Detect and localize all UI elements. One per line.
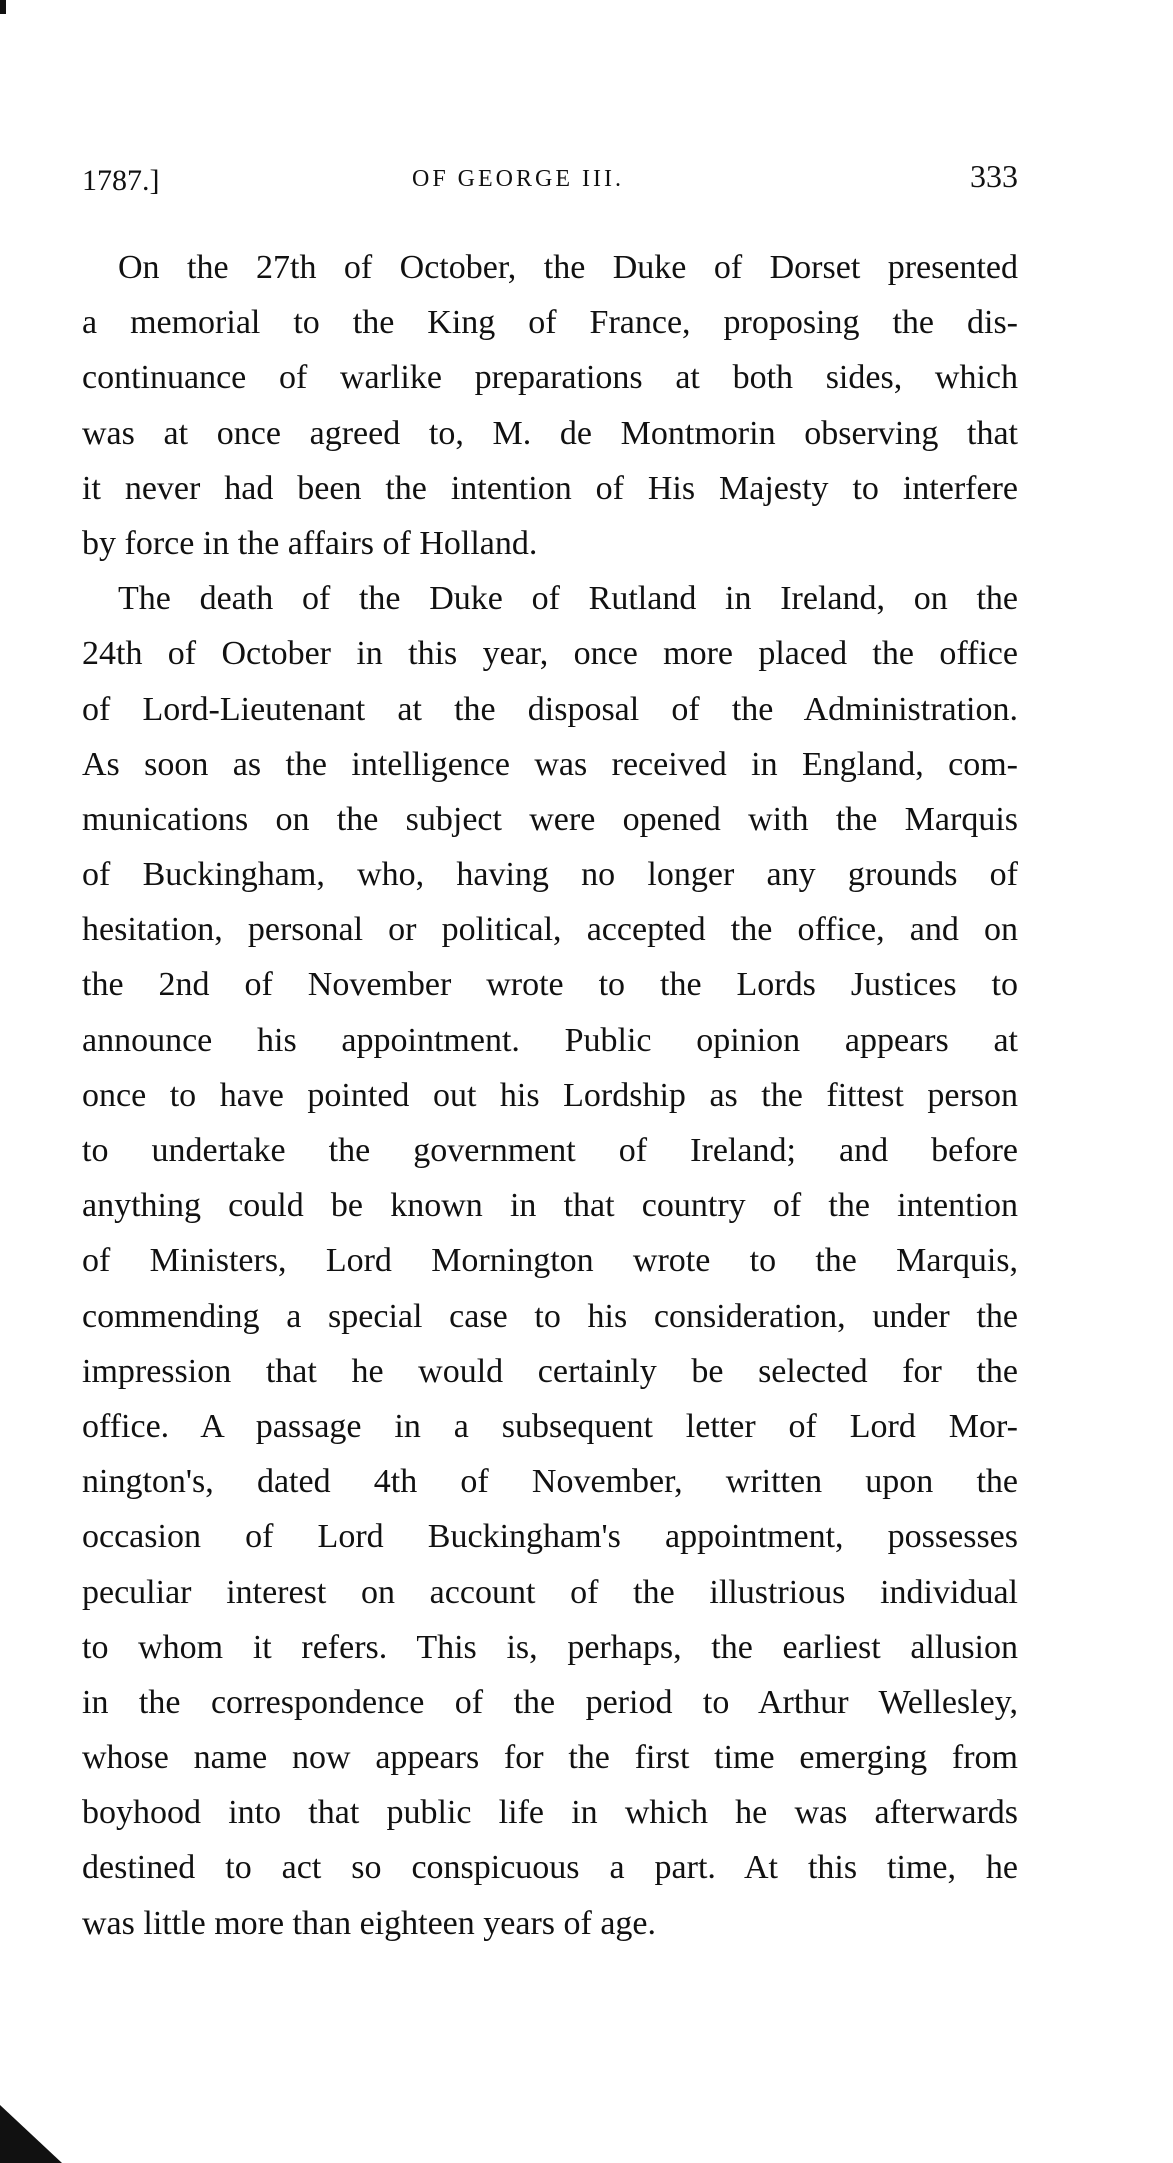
- text-line: commending a special case to his consideration, under the: [82, 1297, 1018, 1335]
- text-line: office. A passage in a subsequent letter of Lord Mor-: [82, 1407, 1018, 1445]
- text-line: As soon as the intelligence was received in England, com-: [82, 745, 1018, 783]
- text-line: munications on the subject were opened with the Marquis: [82, 800, 1018, 838]
- text-line: the 2nd of November wrote to the Lords Justices to: [82, 966, 1018, 1004]
- text-line: whose name now appears for the first time emerging from: [82, 1739, 1018, 1777]
- text-line: in the correspondence of the period to Arthur Wellesley,: [82, 1683, 1018, 1721]
- running-head-year: 1787.]: [82, 164, 160, 197]
- text-line: The death of the Duke of Rutland in Ireland, on the: [118, 580, 1018, 618]
- running-head: [82, 158, 1018, 198]
- text-line: of Buckingham, who, having no longer any grounds of: [82, 856, 1018, 894]
- text-line: impression that he would certainly be selected for the: [82, 1352, 1018, 1390]
- text-line: anything could be known in that country of the intention: [82, 1187, 1018, 1225]
- text-line: of Lord-Lieutenant at the disposal of the Administration.: [82, 690, 1018, 728]
- text-line: announce his appointment. Public opinion appears at: [82, 1021, 1018, 1059]
- text-line: it never had been the intention of His Majesty to interfere: [82, 469, 1018, 507]
- body-text: [82, 240, 1018, 1951]
- text-line: continuance of warlike preparations at both sides, which: [82, 359, 1018, 397]
- text-line: was at once agreed to, M. de Montmorin observing that: [82, 414, 1018, 452]
- text-line: 24th of October in this year, once more placed the office: [82, 635, 1018, 673]
- text-line: once to have pointed out his Lordship as the fittest person: [82, 1076, 1018, 1114]
- text-line: to whom it refers. This is, perhaps, the earliest allusion: [82, 1628, 1018, 1666]
- text-line: was little more than eighteen years of age.: [82, 1904, 656, 1942]
- paragraph-1: [82, 240, 1018, 571]
- text-line: On the 27th of October, the Duke of Dorset presented: [118, 249, 1018, 286]
- running-head-title: OF GEORGE III.: [412, 166, 624, 192]
- scan-corner-mark-top: [0, 0, 6, 14]
- text-line: of Ministers, Lord Mornington wrote to the Marquis,: [82, 1242, 1018, 1280]
- paragraph-2: [82, 571, 1018, 1951]
- text-line: boyhood into that public life in which he was afterwards: [82, 1794, 1018, 1832]
- text-line: a memorial to the King of France, proposing the dis-: [82, 304, 1018, 342]
- text-line: nington's, dated 4th of November, written upon the: [82, 1463, 1018, 1501]
- text-line: destined to act so conspicuous a part. At this time, he: [82, 1849, 1018, 1887]
- text-line: to undertake the government of Ireland; and before: [82, 1132, 1018, 1169]
- text-line: occasion of Lord Buckingham's appointment, possesses: [82, 1518, 1018, 1556]
- text-line: by force in the affairs of Holland.: [82, 524, 538, 562]
- page-number: 333: [970, 158, 1018, 194]
- text-line: hesitation, personal or political, accepted the office, and on: [82, 911, 1018, 949]
- text-line: peculiar interest on account of the illustrious individual: [82, 1573, 1018, 1611]
- scan-corner-mark-bottom: [0, 2105, 62, 2163]
